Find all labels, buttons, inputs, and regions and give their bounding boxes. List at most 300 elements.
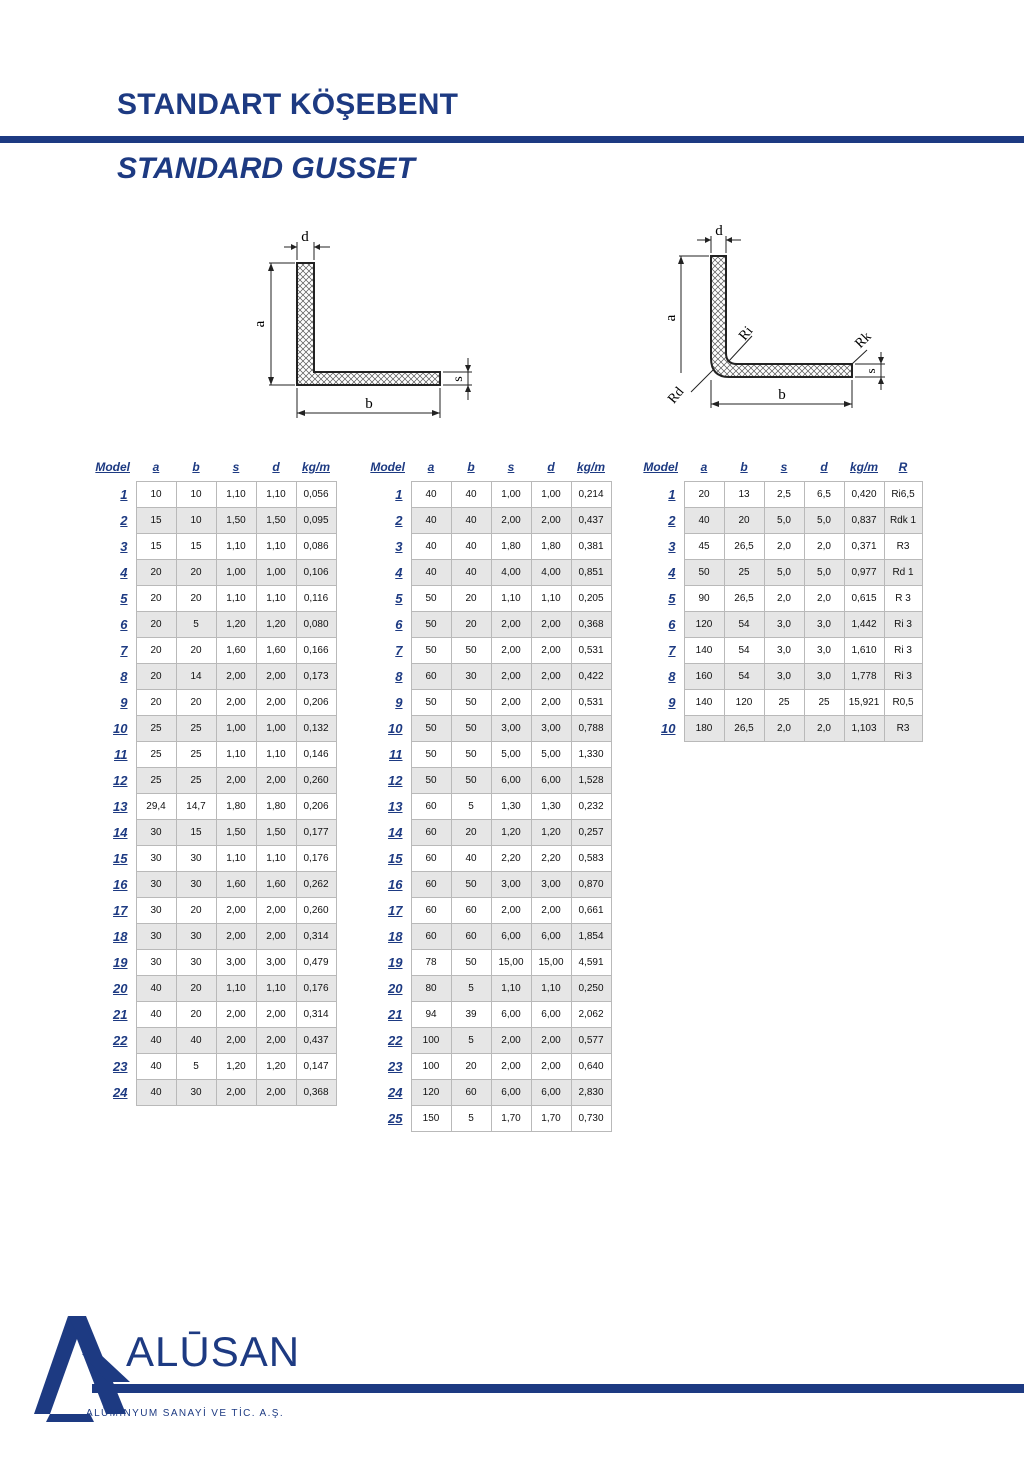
column-header: s — [232, 460, 240, 474]
table-cell: 50 — [411, 586, 451, 612]
table-cell: 15,00 — [531, 950, 571, 976]
table-cell: 0,206 — [296, 690, 336, 716]
table-cell: 0,577 — [571, 1028, 611, 1054]
table-cell: 20 — [136, 560, 176, 586]
table-row — [363, 638, 611, 664]
table-cell: 120 — [411, 1080, 451, 1106]
model-number-link[interactable]: 25 — [388, 1111, 403, 1126]
table-row — [88, 508, 336, 534]
table-row — [88, 482, 336, 508]
table-cell: 0,314 — [296, 924, 336, 950]
dim-label-rd: Rd — [665, 384, 688, 407]
table-row — [88, 846, 336, 872]
table-cell: 50 — [684, 560, 724, 586]
table-cell: 5,0 — [804, 508, 844, 534]
table-cell: 20 — [451, 612, 491, 638]
table-row — [88, 716, 336, 742]
model-number-link[interactable]: 5 — [395, 591, 403, 606]
table-cell: 2,00 — [216, 1028, 256, 1054]
table-cell: 2,00 — [256, 924, 296, 950]
model-number-link[interactable]: 22 — [113, 1033, 128, 1048]
model-number-link[interactable]: 18 — [388, 929, 403, 944]
table-cell: 1,80 — [491, 534, 531, 560]
table-cell: 1,00 — [256, 716, 296, 742]
model-number-link[interactable]: 7 — [668, 643, 676, 658]
table-row — [88, 742, 336, 768]
table-cell: 2,20 — [491, 846, 531, 872]
table-cell: 1,00 — [216, 560, 256, 586]
table-row — [88, 560, 336, 586]
table-cell: 1,778 — [844, 664, 884, 690]
table-cell: 0,260 — [296, 768, 336, 794]
page-title: STANDART KÖŞEBENT — [117, 88, 459, 121]
table-cell: 180 — [684, 716, 724, 742]
table-row — [363, 690, 611, 716]
table-cell: 25 — [136, 768, 176, 794]
table-cell: 1,50 — [216, 820, 256, 846]
table-cell: 5,0 — [764, 560, 804, 586]
table-cell: 2,00 — [256, 768, 296, 794]
table-cell: 2,00 — [531, 508, 571, 534]
model-number-link[interactable]: 16 — [388, 877, 403, 892]
table-cell: 6,00 — [491, 924, 531, 950]
table-cell: 20 — [136, 612, 176, 638]
table-cell: 0,106 — [296, 560, 336, 586]
table-cell: 0,837 — [844, 508, 884, 534]
table-row — [88, 924, 336, 950]
model-number-link[interactable]: 22 — [388, 1033, 403, 1048]
table-row — [88, 612, 336, 638]
table-cell: 0,479 — [296, 950, 336, 976]
table-row — [363, 820, 611, 846]
table-row — [363, 716, 611, 742]
table-cell: 90 — [684, 586, 724, 612]
table-cell: R0,5 — [884, 690, 922, 716]
table-cell: 1,20 — [491, 820, 531, 846]
table-cell: 2,00 — [256, 1028, 296, 1054]
table-cell: 10 — [176, 508, 216, 534]
table-cell: 20 — [136, 690, 176, 716]
table-cell: 1,10 — [216, 976, 256, 1002]
table-cell: 50 — [411, 768, 451, 794]
footer-rule — [92, 1384, 1024, 1393]
table-cell: 40 — [136, 1054, 176, 1080]
model-number-link[interactable]: 10 — [388, 721, 403, 736]
table-row — [88, 664, 336, 690]
table-cell: 1,330 — [571, 742, 611, 768]
table-cell: 1,50 — [216, 508, 256, 534]
model-number-link[interactable]: 9 — [120, 695, 128, 710]
model-number-link[interactable]: 4 — [120, 565, 128, 580]
table-cell: 1,854 — [571, 924, 611, 950]
table-cell: 14,7 — [176, 794, 216, 820]
model-number-link[interactable]: 12 — [113, 773, 128, 788]
model-number-link[interactable]: 17 — [388, 903, 403, 918]
table-cell: 2,00 — [491, 690, 531, 716]
table-cell: 15,00 — [491, 950, 531, 976]
table-row — [363, 950, 611, 976]
table-cell: 40 — [136, 976, 176, 1002]
table-cell: R 3 — [884, 586, 922, 612]
table-cell: 1,60 — [216, 638, 256, 664]
table-cell: 3,0 — [764, 638, 804, 664]
table-cell: 3,0 — [764, 612, 804, 638]
table-cell: 2,00 — [216, 898, 256, 924]
model-number-link[interactable]: 1 — [120, 487, 128, 502]
table-cell: 20 — [176, 1002, 216, 1028]
table-cell: 20 — [451, 1054, 491, 1080]
table-cell: 0,146 — [296, 742, 336, 768]
table-cell: 5 — [451, 794, 491, 820]
table-cell: 0,368 — [571, 612, 611, 638]
model-number-link[interactable]: 3 — [120, 539, 128, 554]
model-number-link[interactable]: 21 — [113, 1007, 128, 1022]
table-cell: 15 — [136, 508, 176, 534]
table-cell: 1,20 — [256, 612, 296, 638]
column-header: kg/m — [301, 460, 330, 474]
table-cell: 2,00 — [491, 638, 531, 664]
table-cell: 1,80 — [531, 534, 571, 560]
model-number-link[interactable]: 11 — [114, 747, 128, 762]
table-cell: 1,10 — [531, 586, 571, 612]
table-cell: 10 — [136, 482, 176, 508]
header-rule — [0, 136, 1024, 143]
table-cell: 2,00 — [256, 664, 296, 690]
alusan-logo-mark — [30, 1310, 130, 1422]
model-number-link[interactable]: 6 — [395, 617, 403, 632]
table-cell: R3 — [884, 716, 922, 742]
table-row — [363, 1028, 611, 1054]
table-row — [636, 638, 922, 664]
table-cell: 0,368 — [296, 1080, 336, 1106]
table-cell: Rdk 1 — [884, 508, 922, 534]
table-cell: 3,0 — [804, 638, 844, 664]
table-cell: 2,0 — [764, 586, 804, 612]
table-cell: 20 — [451, 586, 491, 612]
model-number-link[interactable]: 8 — [120, 669, 128, 684]
dim-label-d-right: d — [715, 223, 723, 239]
table-cell: 25 — [804, 690, 844, 716]
table-cell: 1,70 — [491, 1106, 531, 1132]
model-number-link[interactable]: 21 — [388, 1007, 403, 1022]
column-header: a — [427, 460, 435, 474]
table-cell: 0,056 — [296, 482, 336, 508]
table-cell: 120 — [724, 690, 764, 716]
table-cell: 20 — [176, 690, 216, 716]
table-cell: 50 — [411, 638, 451, 664]
spec-table-3-wrapper — [636, 453, 923, 742]
table-cell: 50 — [451, 638, 491, 664]
table-cell: 20 — [684, 482, 724, 508]
table-cell: 13 — [724, 482, 764, 508]
table-cell: 0,205 — [571, 586, 611, 612]
table-cell: 60 — [411, 820, 451, 846]
table-cell: Ri 3 — [884, 612, 922, 638]
table-cell: 0,422 — [571, 664, 611, 690]
table-cell: 1,80 — [256, 794, 296, 820]
table-cell: 1,10 — [216, 534, 256, 560]
table-cell: 6,00 — [531, 1080, 571, 1106]
model-number-link[interactable]: 14 — [113, 825, 128, 840]
model-number-link[interactable]: 3 — [395, 539, 403, 554]
table-cell: 5,0 — [804, 560, 844, 586]
table-cell: 15,921 — [844, 690, 884, 716]
model-number-link[interactable]: 20 — [113, 981, 128, 996]
table-cell: 54 — [724, 664, 764, 690]
table-cell: 30 — [136, 950, 176, 976]
table-cell: 1,10 — [216, 846, 256, 872]
table-row — [363, 482, 611, 508]
model-number-link[interactable]: 20 — [388, 981, 403, 996]
table-cell: 0,250 — [571, 976, 611, 1002]
table-cell: 5 — [451, 976, 491, 1002]
table-cell: 0,086 — [296, 534, 336, 560]
brand-name: ALŪSAN — [126, 1328, 301, 1375]
table-cell: 20 — [136, 586, 176, 612]
model-number-link[interactable]: 2 — [120, 513, 128, 528]
table-cell: 0,260 — [296, 898, 336, 924]
table-row — [363, 1106, 611, 1132]
table-row — [363, 976, 611, 1002]
model-number-link[interactable]: 24 — [113, 1085, 128, 1100]
table-cell: 26,5 — [724, 716, 764, 742]
table-cell: 25 — [764, 690, 804, 716]
table-cell: 0,371 — [844, 534, 884, 560]
table-cell: 6,00 — [491, 1002, 531, 1028]
model-number-link[interactable]: 2 — [668, 513, 676, 528]
table-header-row — [363, 453, 611, 482]
table-cell: 0,420 — [844, 482, 884, 508]
model-number-link[interactable]: 10 — [113, 721, 128, 736]
table-cell: 1,10 — [491, 976, 531, 1002]
table-cell: 0,262 — [296, 872, 336, 898]
table-cell: 50 — [451, 872, 491, 898]
model-number-link[interactable]: 23 — [388, 1059, 403, 1074]
model-number-link[interactable]: 12 — [388, 773, 403, 788]
table-cell: 25 — [176, 742, 216, 768]
table-row — [363, 612, 611, 638]
table-cell: 2,00 — [491, 612, 531, 638]
rounded-angle-profile-shape — [711, 256, 852, 377]
model-number-link[interactable]: 1 — [395, 487, 403, 502]
dim-label-d: d — [301, 229, 309, 245]
model-number-link[interactable]: 11 — [389, 747, 403, 762]
table-row — [88, 794, 336, 820]
table-cell: 6,00 — [531, 768, 571, 794]
table-cell: 30 — [136, 872, 176, 898]
table-cell: Ri6,5 — [884, 482, 922, 508]
column-header: a — [152, 460, 160, 474]
table-cell: 0,080 — [296, 612, 336, 638]
model-number-link[interactable]: 4 — [668, 565, 676, 580]
model-number-link[interactable]: 4 — [395, 565, 403, 580]
column-header: Model — [95, 460, 130, 475]
model-number-link[interactable]: 6 — [120, 617, 128, 632]
model-number-link[interactable]: 2 — [395, 513, 403, 528]
table-cell: 0,176 — [296, 976, 336, 1002]
table-cell: 15 — [176, 820, 216, 846]
table-cell: 0,177 — [296, 820, 336, 846]
table-cell: 20 — [176, 898, 216, 924]
model-number-link[interactable]: 15 — [388, 851, 403, 866]
rounded-angle-profile-diagram — [655, 218, 905, 418]
table-cell: 50 — [451, 690, 491, 716]
table-cell: 1,10 — [531, 976, 571, 1002]
model-number-link[interactable]: 6 — [668, 617, 676, 632]
model-number-link[interactable]: 16 — [113, 877, 128, 892]
table-cell: 1,00 — [531, 482, 571, 508]
table-cell: 1,30 — [531, 794, 571, 820]
table-cell: 1,60 — [256, 872, 296, 898]
table-cell: 30 — [136, 846, 176, 872]
model-number-link[interactable]: 5 — [120, 591, 128, 606]
dim-label-rk: Rk — [852, 329, 875, 352]
model-number-link[interactable]: 19 — [388, 955, 403, 970]
model-number-link[interactable]: 7 — [120, 643, 128, 658]
table-row — [88, 976, 336, 1002]
angle-profile-shape — [297, 263, 440, 385]
table-cell: 15 — [136, 534, 176, 560]
spec-table-2-wrapper — [363, 453, 612, 1132]
table-cell: 2,00 — [531, 1028, 571, 1054]
table-cell: 1,10 — [216, 482, 256, 508]
table-row — [363, 1002, 611, 1028]
table-cell: 1,70 — [531, 1106, 571, 1132]
column-header: b — [192, 460, 200, 474]
column-header: s — [780, 460, 788, 474]
table-cell: 40 — [136, 1028, 176, 1054]
table-cell: 1,10 — [256, 846, 296, 872]
table-row — [363, 768, 611, 794]
table-cell: 140 — [684, 638, 724, 664]
table-row — [636, 716, 922, 742]
table-cell: 50 — [451, 742, 491, 768]
table-cell: 1,50 — [256, 508, 296, 534]
table-cell: 1,50 — [256, 820, 296, 846]
table-cell: 6,5 — [804, 482, 844, 508]
table-cell: 0,132 — [296, 716, 336, 742]
model-number-link[interactable]: 5 — [668, 591, 676, 606]
table-cell: 40 — [136, 1080, 176, 1106]
table-row — [636, 560, 922, 586]
table-row — [636, 612, 922, 638]
table-cell: 150 — [411, 1106, 451, 1132]
table-cell: 1,103 — [844, 716, 884, 742]
table-cell: 50 — [451, 950, 491, 976]
table-cell: 2,00 — [531, 664, 571, 690]
table-cell: Ri 3 — [884, 638, 922, 664]
table-cell: 14 — [176, 664, 216, 690]
table-cell: 2,0 — [764, 534, 804, 560]
table-cell: 0,870 — [571, 872, 611, 898]
table-cell: 2,00 — [491, 664, 531, 690]
table-cell: 40 — [451, 560, 491, 586]
table-cell: 80 — [411, 976, 451, 1002]
table-cell: 2,00 — [491, 1054, 531, 1080]
table-cell: 2,00 — [256, 1080, 296, 1106]
model-number-link[interactable]: 9 — [395, 695, 403, 710]
table-cell: 54 — [724, 612, 764, 638]
table-cell: 4,00 — [531, 560, 571, 586]
table-cell: 0,640 — [571, 1054, 611, 1080]
table-cell: 1,442 — [844, 612, 884, 638]
model-number-link[interactable]: 1 — [668, 487, 676, 502]
table-cell: 50 — [411, 612, 451, 638]
table-cell: 3,00 — [216, 950, 256, 976]
table-cell: 60 — [451, 924, 491, 950]
table-cell: 100 — [411, 1028, 451, 1054]
table-cell: 3,0 — [804, 664, 844, 690]
table-cell: 100 — [411, 1054, 451, 1080]
dim-label-b: b — [365, 396, 373, 412]
model-number-link[interactable]: 7 — [395, 643, 403, 658]
table-cell: 2,00 — [531, 638, 571, 664]
column-header: b — [467, 460, 475, 474]
model-number-link[interactable]: 23 — [113, 1059, 128, 1074]
table-cell: 40 — [451, 534, 491, 560]
table-cell: 3,00 — [531, 716, 571, 742]
table-cell: 1,20 — [216, 612, 256, 638]
table-cell: 25 — [724, 560, 764, 586]
table-cell: 20 — [451, 820, 491, 846]
table-cell: 2,5 — [764, 482, 804, 508]
table-cell: 0,314 — [296, 1002, 336, 1028]
table-header-row — [636, 453, 922, 482]
table-row — [363, 560, 611, 586]
model-number-link[interactable]: 13 — [113, 799, 128, 814]
table-cell: 3,0 — [804, 612, 844, 638]
model-number-link[interactable]: 8 — [395, 669, 403, 684]
page-subtitle: STANDARD GUSSET — [117, 152, 415, 185]
table-row — [363, 898, 611, 924]
table-cell: 30 — [176, 872, 216, 898]
table-cell: 20 — [176, 560, 216, 586]
model-number-link[interactable]: 17 — [113, 903, 128, 918]
table-cell: 94 — [411, 1002, 451, 1028]
table-cell: 60 — [451, 1080, 491, 1106]
model-number-link[interactable]: 9 — [668, 695, 676, 710]
table-cell: 2,00 — [216, 1080, 256, 1106]
model-number-link[interactable]: 13 — [388, 799, 403, 814]
table-cell: 2,0 — [764, 716, 804, 742]
model-number-link[interactable]: 3 — [668, 539, 676, 554]
model-number-link[interactable]: 19 — [113, 955, 128, 970]
table-row — [363, 794, 611, 820]
model-number-link[interactable]: 24 — [388, 1085, 403, 1100]
model-number-link[interactable]: 15 — [113, 851, 128, 866]
table-cell: 20 — [176, 586, 216, 612]
table-cell: 1,20 — [216, 1054, 256, 1080]
model-number-link[interactable]: 18 — [113, 929, 128, 944]
table-cell: 0,381 — [571, 534, 611, 560]
table-cell: 50 — [411, 690, 451, 716]
table-cell: 40 — [176, 1028, 216, 1054]
table-cell: 2,0 — [804, 586, 844, 612]
table-cell: 2,00 — [491, 508, 531, 534]
model-number-link[interactable]: 10 — [661, 721, 676, 736]
table-cell: 6,00 — [491, 1080, 531, 1106]
table-row — [88, 534, 336, 560]
table-row — [363, 846, 611, 872]
table-cell: 25 — [176, 768, 216, 794]
model-number-link[interactable]: 14 — [388, 825, 403, 840]
table-cell: 0,788 — [571, 716, 611, 742]
table-cell: 2,062 — [571, 1002, 611, 1028]
table-cell: 39 — [451, 1002, 491, 1028]
column-header: a — [700, 460, 708, 474]
model-number-link[interactable]: 8 — [668, 669, 676, 684]
table-cell: 2,00 — [256, 898, 296, 924]
